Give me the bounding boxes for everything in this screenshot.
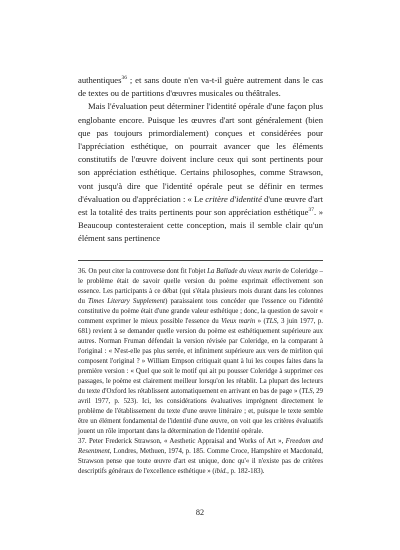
text-run: ; et sans doute n'en va-t-il guère autrement dans le cas de textes ou de partitions d'œuvres musicales ou théâtrales. — [78, 75, 323, 99]
footnote-37 — [78, 437, 323, 477]
italic-text: TLS — [265, 317, 277, 325]
text-run: , p. 182-183). — [227, 467, 265, 475]
italic-text: Vieux marin — [221, 317, 256, 325]
paragraph-1 — [78, 74, 323, 100]
text-run: 36. On peut citer la controverse dont fit l'objet — [78, 267, 208, 275]
text-run: authentiques — [78, 75, 122, 85]
text-run: d'une œuvre d'art est la totalité des traits pertinents pour son appréciation esthétique — [78, 193, 323, 218]
text-run: , Londres, Methuen, 1974, p. 185. Comme Croce, Hampshire et Macdonald, Strawson pense que toute œuvre d'art est unique, donc qu'« il n'existe pas de critères descriptifs généraux de l'excellence esthétique » ( — [78, 447, 323, 475]
italic-text: Times Literary Supplement — [88, 297, 166, 305]
main-text — [78, 74, 323, 246]
text-run: de Coleridge – le problème était de savoir quelle version du poème exprimait effectivement son essence. Les participants à ce débat (qui s'étala plusieurs mois durant dans les colonnes du — [78, 267, 323, 305]
italic-text: TLS — [301, 387, 313, 395]
text-run: . » Beaucoup contesteraient cette conception, mais il semble clair qu'un élément sans pertinence — [78, 207, 324, 244]
italic-text: critère d'identité — [205, 193, 262, 204]
text-run: ) paraissaient tous concéder que l'essence ou l'identité constitutive du poème était d'une grande valeur esthétique ; donc, la question de savoir « comment exprimer le mieux possible l'essence du — [78, 297, 323, 325]
footnote-ref-37[interactable]: 37 — [308, 207, 314, 214]
italic-text: Freedom and Resentment — [78, 437, 323, 455]
footnote-36 — [78, 267, 323, 437]
footnotes — [78, 267, 323, 477]
text-run: Mais l'évaluation peut déterminer l'identité opérale d'une façon plus englobante encore. Puisque les œuvres d'art sont généralement (bien que pas toujours primordialement) conçues et considérées pour l'appréciation esthétique, on pourrait avancer que les éléments constitutifs de l'œuvre doivent inclure ceux qui sont pertinents pour son appréciation esthétique. Certains philosophes, comme Strawson, vont jusqu'à dire que l'identité opérale peut se définir en termes d'évaluation ou d'appréciation : « Le — [78, 101, 323, 204]
text-run: 37. Peter Frederick Strawson, « Aesthetic Appraisal and Works of Art », — [78, 437, 286, 445]
italic-text: La Ballade du vieux marin — [207, 267, 281, 275]
italic-text: ibid. — [214, 467, 228, 475]
footnote-ref-36[interactable]: 36 — [121, 75, 127, 82]
text-run: , 29 avril 1977, p. 523). Ici, les considérations évaluatives imprègnent directement le problème de l'établissement du texte d'une œuvre littéraire ; et, puisque le texte semble être un élément fondamental de l'identité d'une œuvre, on voit que les critères évaluatifs jouent un rôle important dans la détermination de l'identité opérale. — [78, 387, 323, 435]
text-run: » ( — [255, 317, 266, 325]
page-number: 82 — [195, 508, 205, 517]
paragraph-2 — [78, 100, 323, 245]
footnote-divider — [78, 260, 323, 261]
page-content — [78, 74, 323, 477]
text-run: , 3 juin 1977, p. 681) revient à se demander quelle version du poème est esthétiquement supérieure aux autres. Norman Fruman défendait la version révisée par Coleridge, en la comparant à l'original : « N'est-elle pas plus serrée, et infiniment supérieure aux vers de mirliton qui composent l'original ? » William Empson critiquait quant à lui les coupes faites dans la première version : « Quel que soit le motif qui ait pu pousser Coleridge à supprimer ces passages, le poème est clairement meilleur lorsqu'on les rétablit. La plupart des lecteurs du texte d'Oxford les rétablissent automatiquement en arrivant en bas de page » ( — [78, 317, 324, 395]
